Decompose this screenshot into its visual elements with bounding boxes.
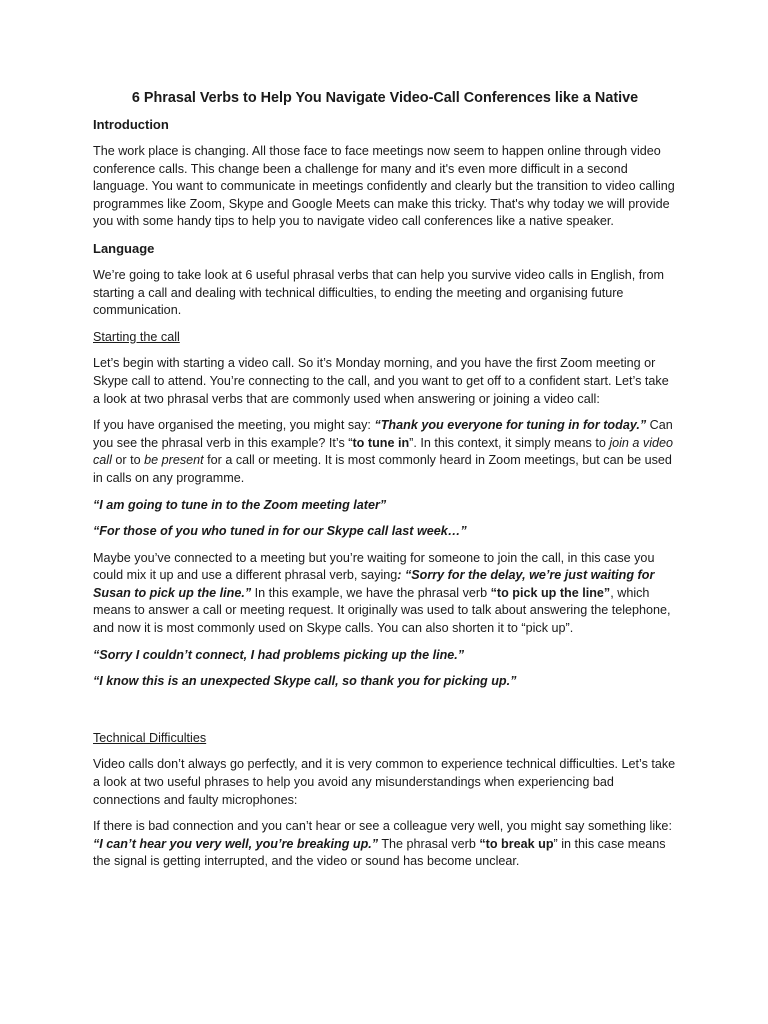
text-span: for a call or meeting. It is most commonly heard in Zoom meetings, but can be used in calls on any programme.	[93, 453, 672, 485]
example-sentence-4: “I know this is an unexpected Skype call, so thank you for picking up.”	[93, 674, 517, 689]
introduction-heading: Introduction	[93, 117, 169, 132]
technical-paragraph-1: Video calls don’t always go perfectly, and it is very common to experience technical difficulties. Let’s take a look at two useful phrases to help you avoid any misunderstandings when experiencing bad connections and faulty microphones:	[93, 757, 676, 807]
text-span: Maybe you’ve connected to a meeting but you’re waiting for someone to join the call, in this case you could mix it up and use a different phrasal verb, saying	[93, 550, 655, 583]
phrasal-verb-span: “to break up	[479, 836, 554, 851]
text-span: , which means to answer a call or meeting request. It originally was used to talk about answering the telephone, and now it is most commonly used on Skype calls. You can also shorten it to “pick up”.	[93, 585, 671, 636]
introduction-paragraph: The work place is changing. All those face to face meetings now seem to happen online through video conference calls. This change been a challenge for many and it's even more difficult in a second language. You want to communicate in meetings confidently and clearly but the transition to video calling programmes like Zoom, Skype and Google Meets can make this tricky. That's why today we will provide you with some handy tips to help you to navigate video call conferences like a native speaker.	[93, 144, 675, 229]
pick-up-paragraph	[93, 550, 677, 638]
phrasal-verb-span: “to pick up the line”	[490, 585, 611, 600]
example-sentence-2: “For those of you who tuned in for our Skype call last week…”	[93, 524, 467, 539]
italic-span: join a video call	[93, 435, 674, 468]
text-span: or to	[111, 453, 145, 468]
quote-span: “I can’t hear you very well, you’re breaking up.”	[93, 836, 379, 851]
document-body	[93, 88, 677, 880]
text-span: Can you see the phrasal verb in this example? It’s “	[93, 418, 673, 450]
starting-call-heading: Starting the call	[93, 329, 180, 344]
text-span: The phrasal verb	[378, 836, 480, 851]
spacer	[93, 700, 677, 730]
text-span: In this example, we have the phrasal verb	[251, 585, 491, 600]
quote-span: “Thank you everyone for tuning in for today.”	[374, 418, 647, 433]
text-span: If you have organised the meeting, you might say:	[93, 418, 375, 433]
language-paragraph: We’re going to take look at 6 useful phrasal verbs that can help you survive video calls in English, from starting a call and dealing with technical difficulties, to ending the meeting and organising future communication.	[93, 267, 664, 318]
example-sentence-1: “I am going to tune in to the Zoom meeting later”	[93, 497, 387, 512]
starting-call-paragraph-1: Let’s begin with starting a video call. So it’s Monday morning, and you have the first Zoom meeting or Skype call to attend. You’re connecting to the call, and you want to get off to a confident start. Let’s take a look at two phrasal verbs that are commonly used when answering or joining a video call:	[93, 356, 669, 406]
text-span: ” in this case means the signal is getting interrupted, and the video or sound has become unclear.	[93, 836, 666, 869]
break-up-paragraph	[93, 818, 677, 871]
italic-span: be present	[144, 453, 204, 468]
text-span: ”. In this context, it simply means to	[409, 435, 610, 450]
text-span: If there is bad connection and you can’t hear or see a colleague very well, you might say something like:	[93, 819, 672, 834]
quote-span: : “Sorry for the delay, we’re just waiting for Susan to pick up the line.”	[93, 568, 655, 600]
technical-difficulties-heading: Technical Difficulties	[93, 730, 207, 745]
document-title: 6 Phrasal Verbs to Help You Navigate Video-Call Conferences like a Native	[131, 90, 639, 106]
language-heading: Language	[93, 240, 155, 256]
example-sentence-3: “Sorry I couldn’t connect, I had problems picking up the line.”	[93, 647, 465, 662]
phrasal-verb-span: to tune in	[352, 435, 410, 450]
tune-in-paragraph	[93, 417, 677, 487]
